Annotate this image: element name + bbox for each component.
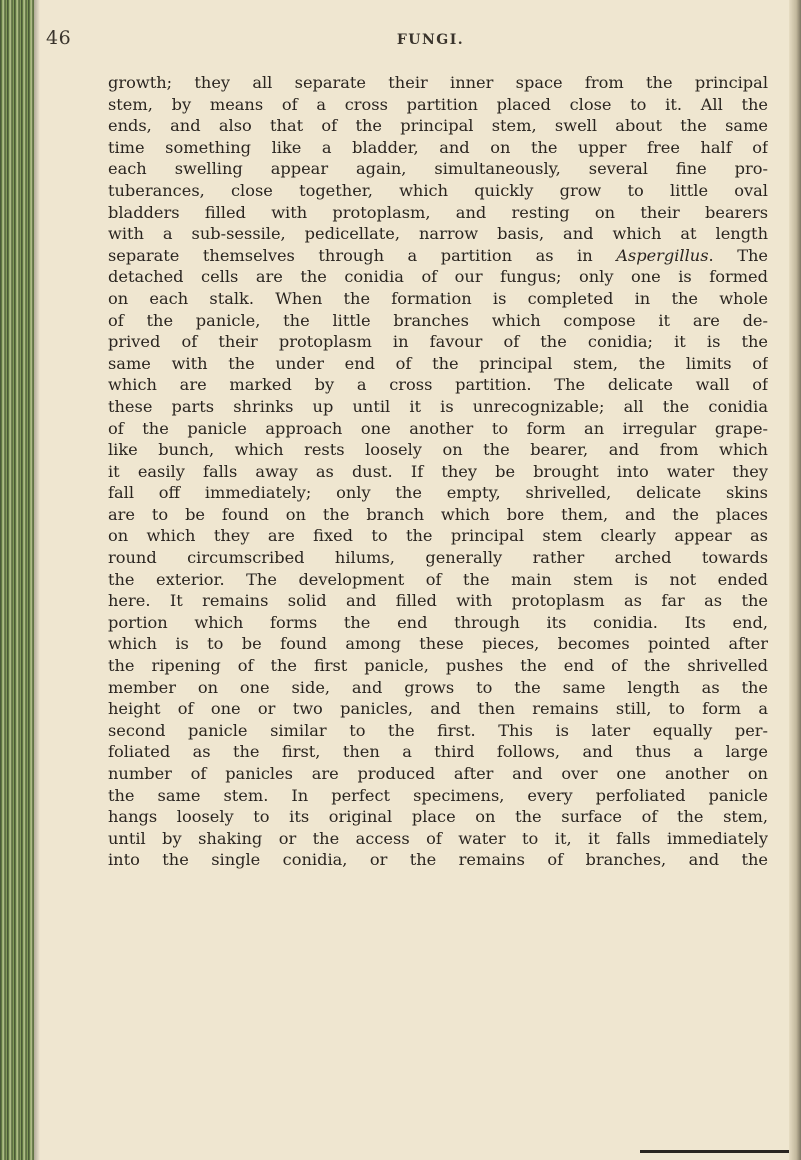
text-line: which is to be found among these pieces, becomes pointed after	[108, 634, 768, 654]
text-line: each swelling appear again, simultaneously, several fine pro-	[108, 159, 768, 179]
text-line: number of panicles are produced after and over one another on	[108, 764, 768, 783]
page-edge	[789, 0, 801, 1160]
text-line: detached cells are the conidia of our fungus; only one is formed	[108, 267, 768, 287]
text-line: until by shaking or the access of water to it, it falls immediately	[108, 828, 768, 848]
text-line: time something like a bladder, and on the upper free half of	[108, 137, 768, 157]
text-line: the same stem. In perfect specimens, every perfoliated panicle	[108, 785, 768, 805]
text-line: like bunch, which rests loosely on the bearer, and from which	[108, 440, 768, 460]
text-line: the exterior. The development of the main stem is not ended	[108, 569, 768, 589]
text-line: second panicle similar to the first. This is later equally per-	[108, 720, 768, 740]
text-line: portion which forms the end through its conidia. Its end,	[108, 612, 768, 632]
binding-edge	[0, 0, 34, 1160]
text-line: on which they are fixed to the principal stem clearly appear as	[108, 526, 768, 546]
text-line: growth; they all separate their inner space from the principal	[108, 73, 768, 92]
text-line: the ripening of the first panicle, pushes the end of the shrivelled	[108, 656, 768, 676]
running-head: FUNGI.	[396, 32, 465, 48]
text-line: separate themselves through a partition as in Aspergillus. The	[108, 245, 768, 265]
text-line: with a sub-sessile, pedicellate, narrow basis, and which at length	[108, 224, 768, 244]
text-line: stem, by means of a cross partition placed close to it. All the	[108, 94, 768, 114]
text-line: prived of their protoplasm in favour of the conidia; it is the	[108, 332, 768, 352]
text-line: of the panicle, the little branches which compose it are de-	[108, 310, 768, 330]
bottom-rule	[640, 1150, 789, 1153]
text-line: hangs loosely to its original place on the surface of the stem,	[108, 807, 768, 827]
text-line: ends, and also that of the principal stem, swell about the same	[108, 116, 768, 136]
text-line: which are marked by a cross partition. The delicate wall of	[108, 375, 768, 395]
text-line: fall off immediately; only the empty, shrivelled, delicate skins	[108, 483, 768, 503]
text-line: foliated as the first, then a third follows, and thus a large	[108, 742, 768, 762]
text-line: tuberances, close together, which quickly grow to little oval	[108, 180, 768, 200]
text-line: height of one or two panicles, and then remains still, to form a	[108, 699, 768, 719]
text-line: on each stalk. When the formation is completed in the whole	[108, 288, 768, 308]
body-text	[108, 72, 768, 871]
text-line: it easily falls away as dust. If they be brought into water they	[108, 461, 768, 481]
text-line: here. It remains solid and filled with protoplasm as far as the	[108, 591, 768, 611]
page-number: 46	[46, 27, 72, 49]
text-line: are to be found on the branch which bore them, and the places	[108, 504, 768, 524]
text-line: round circumscribed hilums, generally rather arched towards	[108, 548, 768, 568]
text-line: these parts shrinks up until it is unrecognizable; all the conidia	[108, 396, 768, 416]
text-line: bladders filled with protoplasm, and resting on their bearers	[108, 202, 768, 222]
text-line: member on one side, and grows to the same length as the	[108, 677, 768, 697]
text-line: same with the under end of the principal stem, the limits of	[108, 353, 768, 373]
text-line: into the single conidia, or the remains of branches, and the	[108, 850, 768, 870]
text-line: of the panicle approach one another to form an irregular grape-	[108, 418, 768, 438]
